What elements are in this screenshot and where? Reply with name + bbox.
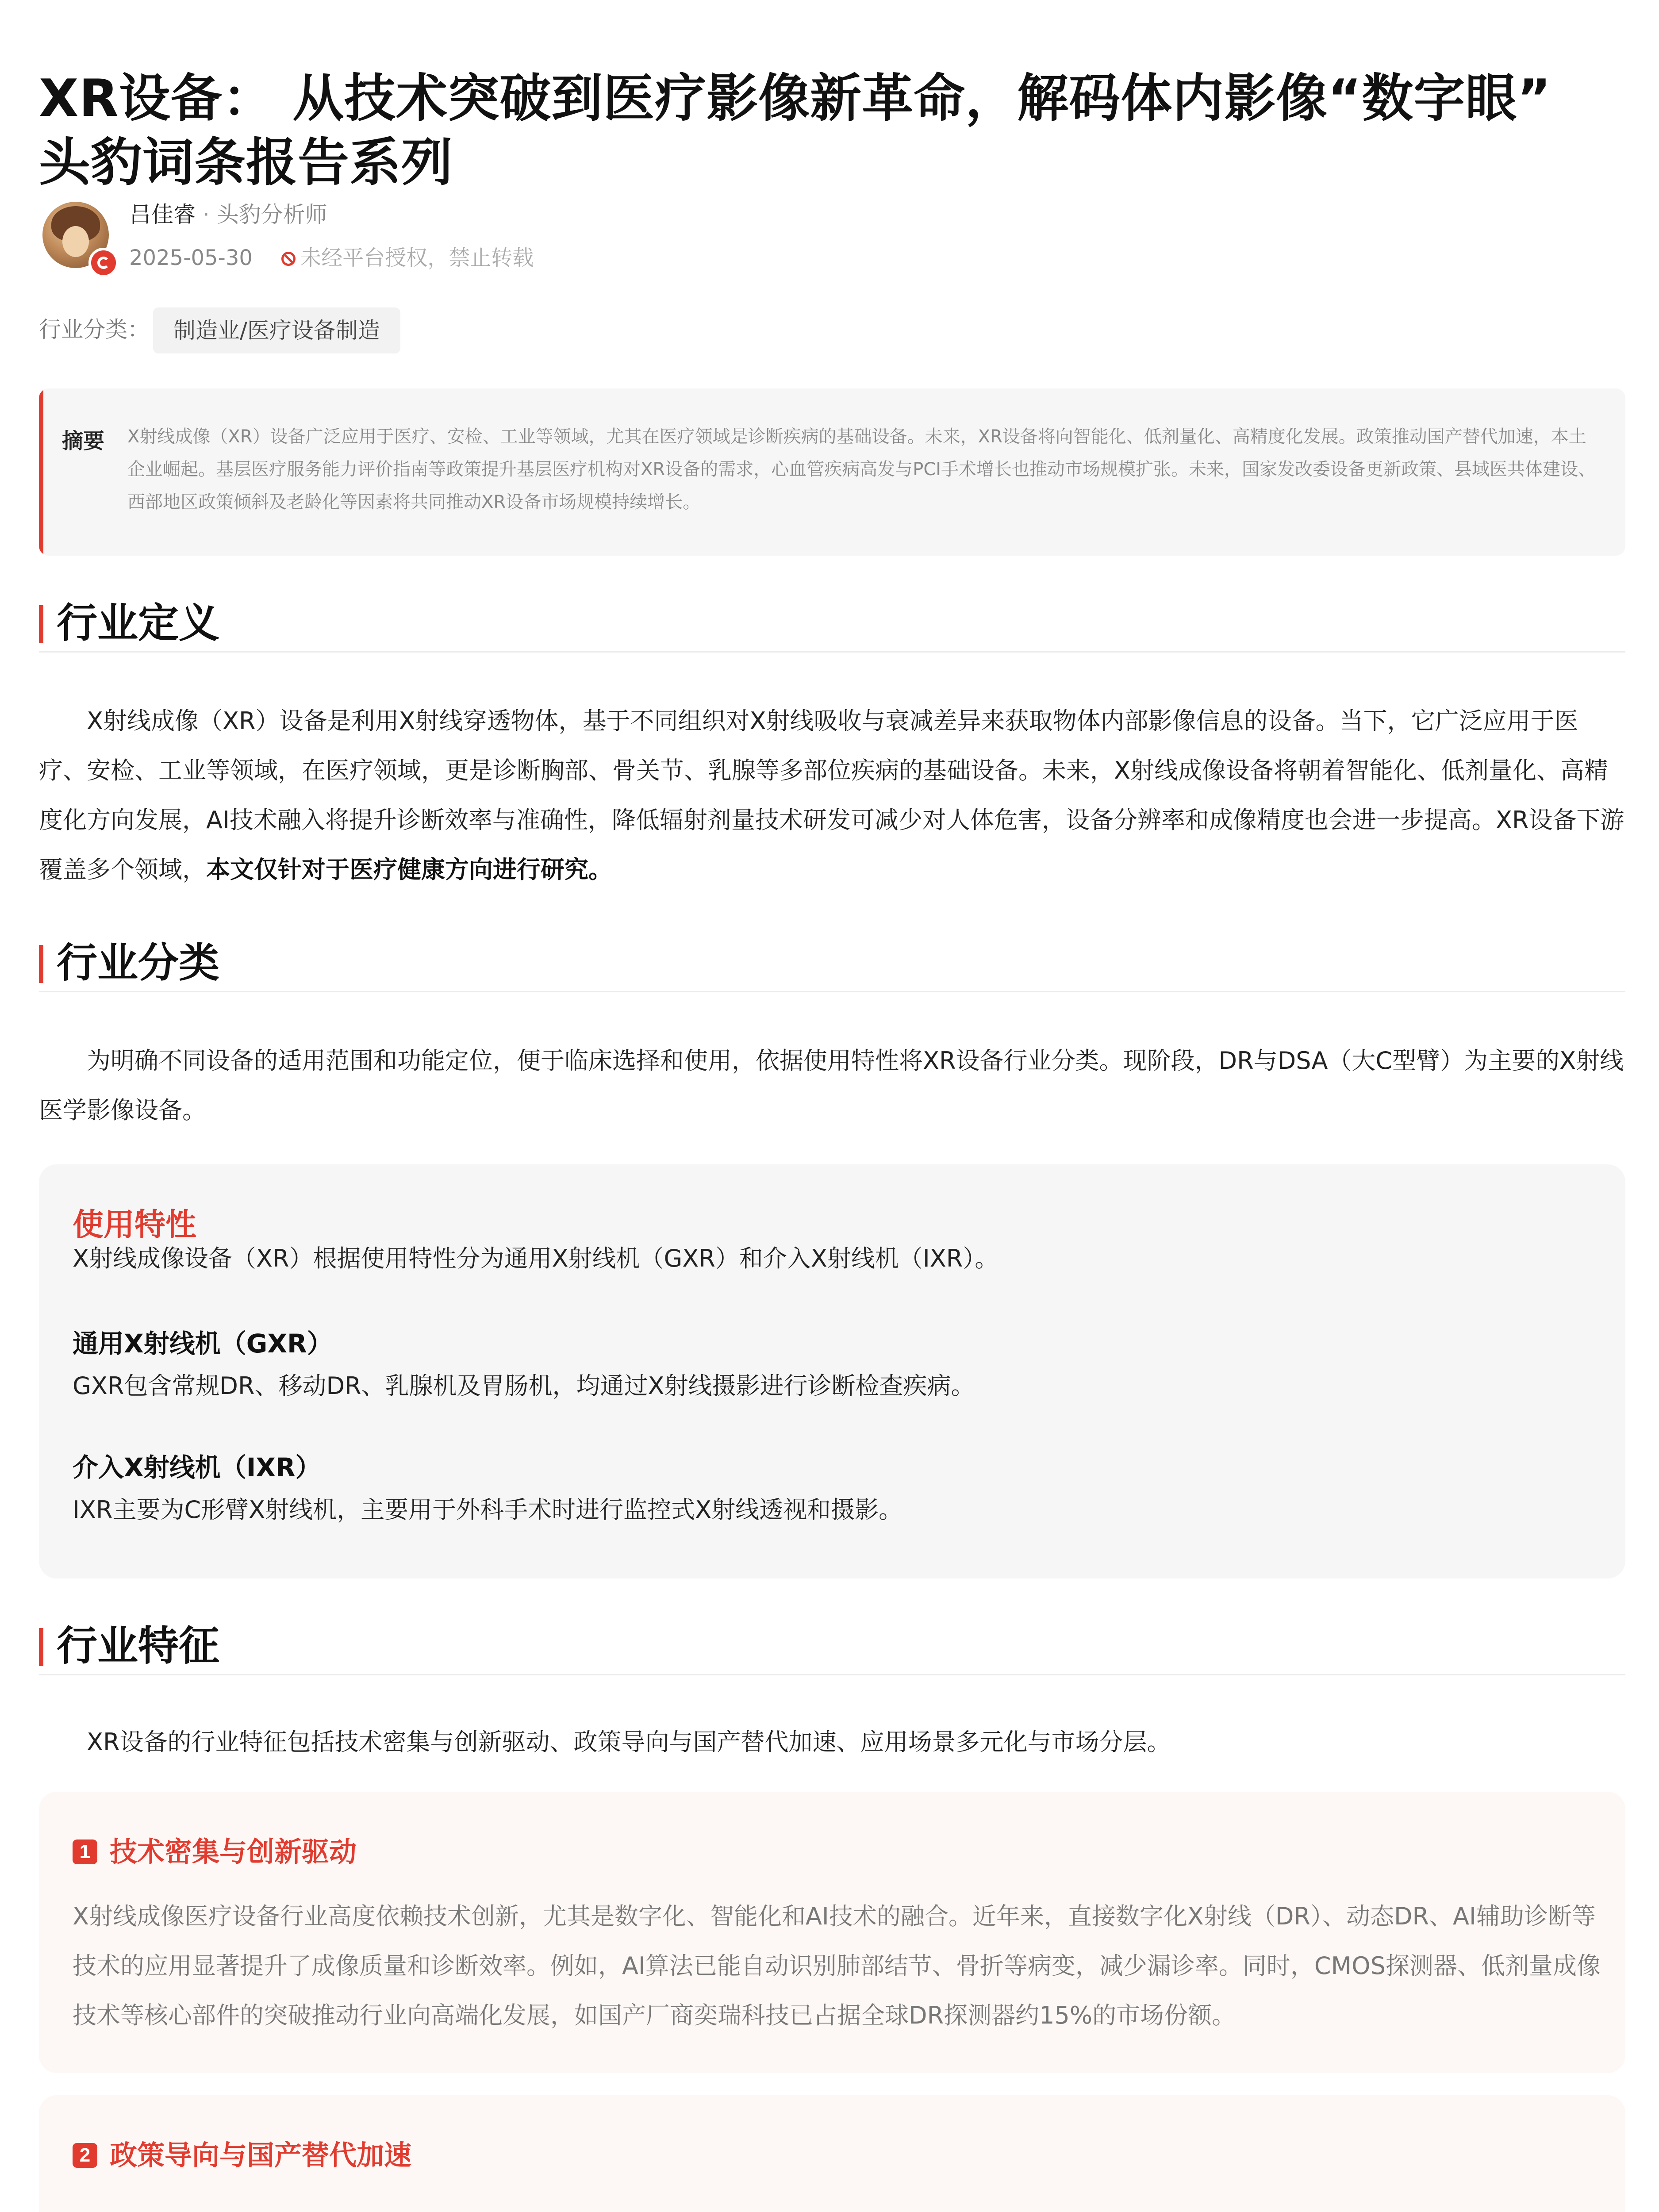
author-line bbox=[129, 200, 327, 229]
publish-date: 2025-05-30 bbox=[129, 246, 253, 270]
abstract-text: X射线成像（XR）设备广泛应用于医疗、安检、工业等领域，尤其在医疗领域是诊断疾病的基础设备。未来，XR设备将向智能化、低剂量化、高精度化发展。政策推动国产替代加速，本土企业崛起。基层医疗服务能力评价指南等政策提升基层医疗机构对XR设备的需求，心血管疾病高发与PCI手术增长也推动市场规模扩张。未来，国家发改委设备更新政策、县域医共体建设、西部地区政策倾斜及老龄化等因素将共同推动XR设备市场规模持续增长。 bbox=[127, 426, 1596, 512]
copyright-notice-text: 未经平台授权，禁止转载 bbox=[300, 246, 534, 270]
definition-paragraph bbox=[39, 696, 1625, 895]
section-marker bbox=[39, 945, 43, 983]
ixr-title: 介入X射线机（IXR） bbox=[73, 1452, 321, 1482]
box-intro: X射线成像设备（XR）根据使用特性分为通用X射线机（GXR）和介入X射线机（IXR）。 bbox=[73, 1244, 999, 1272]
gxr-text: GXR包含常规DR、移动DR、乳腺机及胃肠机，均通过X射线摄影进行诊断检查疾病。 bbox=[73, 1372, 975, 1400]
section-title: 行业特征 bbox=[57, 1622, 220, 1670]
ixr-text: IXR主要为C形臂X射线机，主要用于外科手术时进行监控式X射线透视和摄影。 bbox=[73, 1496, 903, 1524]
author-name[interactable]: 吕佳睿 bbox=[129, 202, 196, 227]
copyright-notice bbox=[281, 246, 534, 270]
no-copy-icon bbox=[281, 252, 296, 266]
section-heading-definition bbox=[39, 585, 1625, 653]
card-title: 政策导向与国产替代加速 bbox=[110, 2139, 412, 2171]
meta-line bbox=[129, 243, 534, 273]
card-title: 技术密集与创新驱动 bbox=[110, 1836, 357, 1868]
section-title: 行业分类 bbox=[57, 939, 220, 987]
card-number-badge: 2 bbox=[73, 2143, 97, 2168]
box-title: 使用特性 bbox=[73, 1206, 196, 1243]
definition-emphasis: 本文仅针对于医疗健康方向进行研究。 bbox=[206, 856, 612, 883]
features-intro: XR设备的行业特征包括技术密集与创新驱动、政策导向与国产替代加速、应用场景多元化与市场分层。 bbox=[87, 1728, 1171, 1756]
author-role: 头豹分析师 bbox=[216, 202, 327, 227]
usage-characteristics-box bbox=[39, 1164, 1625, 1578]
verified-badge-icon bbox=[88, 248, 119, 278]
gxr-title: 通用X射线机（GXR） bbox=[73, 1329, 333, 1359]
card-text: X射线成像医疗设备行业高度依赖技术创新，尤其是数字化、智能化和AI技术的融合。近年来，直接数字化X射线（DR）、动态DR、AI辅助诊断等技术的应用显著提升了成像质量和诊断效率。例如，AI算法已能自动识别肺部结节、骨折等病变，减少漏诊率。同时，CMOS探测器、低剂量成像技术等核心部件的突破推动行业向高端化发展，如国产厂商奕瑞科技已占据全球DR探测器约15%的市场份额。 bbox=[73, 1902, 1601, 2029]
section-title: 行业定义 bbox=[57, 599, 220, 647]
title-line-1: XR设备： 从技术突破到医疗影像新革命，解码体内影像“数字眼” bbox=[39, 69, 1551, 128]
card-number-badge: 1 bbox=[73, 1839, 97, 1864]
page-title bbox=[39, 66, 1625, 195]
section-heading-features bbox=[39, 1608, 1625, 1675]
definition-text: X射线成像（XR）设备是利用X射线穿透物体，基于不同组织对X射线吸收与衰减差异来获取物体内部影像信息的设备。当下，它广泛应用于医疗、安检、工业等领域，在医疗领域，更是诊断胸部、骨关节、乳腺等多部位疾病的基础设备。未来，X射线成像设备将朝着智能化、低剂量化、高精度化方向发展，AI技术融入将提升诊断效率与准确性，降低辐射剂量技术研发可减少对人体危害，设备分辨率和成像精度也会进一步提高。XR设备下游覆盖多个领域， bbox=[39, 707, 1624, 883]
category-tag[interactable]: 制造业/医疗设备制造 bbox=[153, 307, 400, 353]
section-heading-classification bbox=[39, 925, 1625, 992]
feature-card bbox=[39, 2095, 1625, 2212]
feature-card bbox=[39, 1792, 1625, 2073]
classification-paragraph: 为明确不同设备的适用范围和功能定位，便于临床选择和使用，依据使用特性将XR设备行业分类。现阶段，DR与DSA（大C型臂）为主要的X射线医学影像设备。 bbox=[39, 1047, 1624, 1124]
title-line-2: 头豹词条报告系列 bbox=[39, 133, 453, 192]
section-marker bbox=[39, 605, 43, 643]
category-label: 行业分类： bbox=[39, 317, 150, 342]
abstract-label: 摘要 bbox=[62, 429, 105, 453]
abstract-box bbox=[39, 388, 1625, 556]
section-marker bbox=[39, 1628, 43, 1666]
author-separator: · bbox=[196, 202, 217, 227]
